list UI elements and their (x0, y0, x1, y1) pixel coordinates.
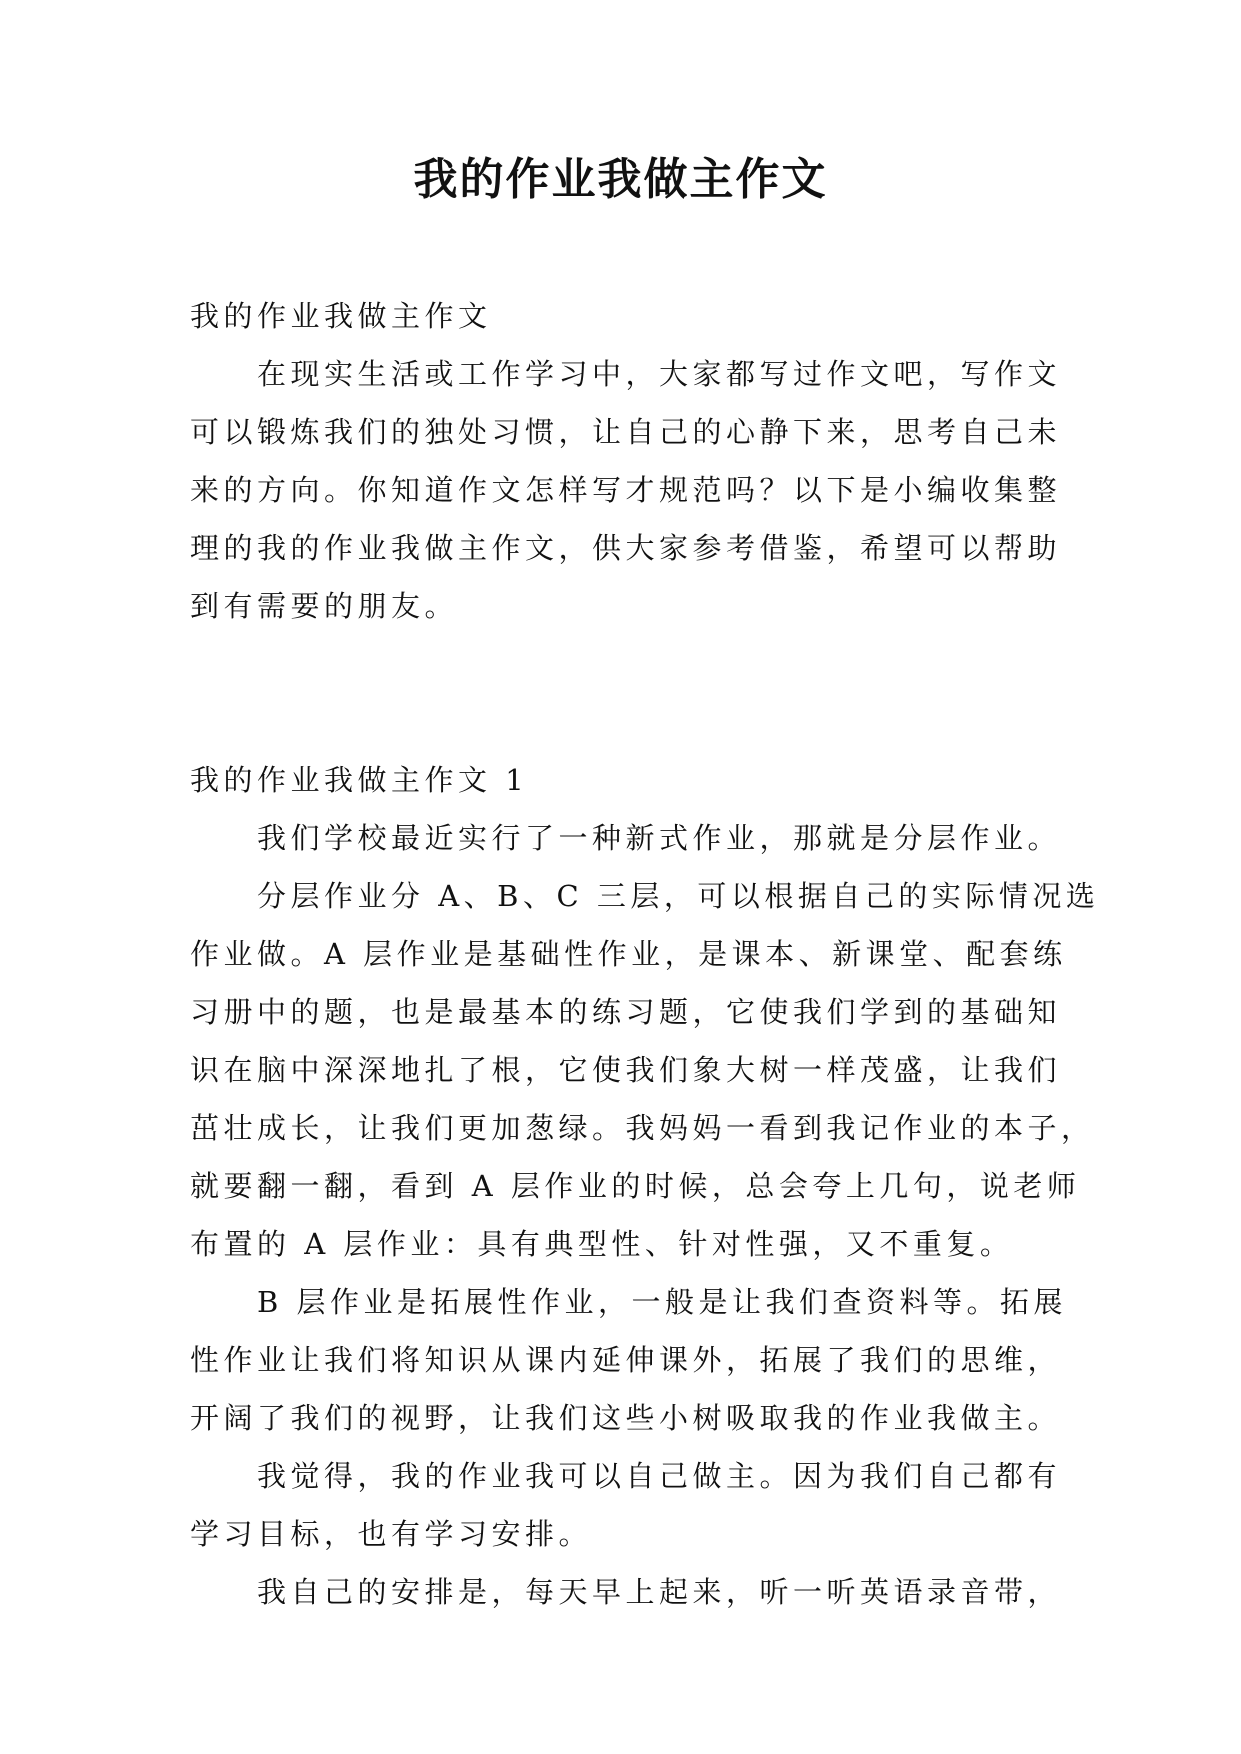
intro-line: 理的我的作业我做主作文，供大家参考借鉴，希望可以帮助 (190, 531, 1062, 565)
essay-line: 茁壮成长，让我们更加葱绿。我妈妈一看到我记作业的本子， (190, 1111, 1095, 1145)
intro-line: 在现实生活或工作学习中，大家都写过作文吧，写作文 (190, 357, 1062, 391)
essay-line: 作业做。A 层作业是基础性作业，是课本、新课堂、配套练 (190, 937, 1067, 971)
intro-line: 来的方向。你知道作文怎样写才规范吗？以下是小编收集整 (190, 473, 1062, 507)
essay-line: 就要翻一翻，看到 A 层作业的时候，总会夸上几句，说老师 (190, 1169, 1081, 1203)
essay-heading: 我的作业我做主作文 1 (190, 763, 529, 797)
essay-line: 分层作业分 A、B、C 三层，可以根据自己的实际情况选 (190, 879, 1100, 913)
intro-line: 可以锻炼我们的独处习惯，让自己的心静下来，思考自己未 (190, 415, 1062, 449)
essay-line: 习册中的题，也是最基本的练习题，它使我们学到的基础知 (190, 995, 1062, 1029)
essay-line: 性作业让我们将知识从课内延伸课外，拓展了我们的思维， (190, 1343, 1062, 1377)
document-body (190, 287, 1100, 1621)
essay-line: 我觉得，我的作业我可以自己做主。因为我们自己都有 (190, 1459, 1062, 1493)
section-spacer (190, 635, 1052, 751)
essay-line: 开阔了我们的视野，让我们这些小树吸取我的作业我做主。 (190, 1401, 1062, 1435)
essay-line: 识在脑中深深地扎了根，它使我们象大树一样茂盛，让我们 (190, 1053, 1062, 1087)
document-subtitle: 我的作业我做主作文 (190, 299, 492, 333)
essay-line: 我们学校最近实行了一种新式作业，那就是分层作业。 (190, 821, 1062, 855)
essay-line: 学习目标，也有学习安排。 (190, 1517, 593, 1551)
essay-line: 布置的 A 层作业：具有典型性、针对性强，又不重复。 (190, 1227, 1014, 1261)
essay-line: B 层作业是拓展性作业，一般是让我们查资料等。拓展 (190, 1285, 1068, 1319)
intro-line: 到有需要的朋友。 (190, 589, 459, 623)
page-title: 我的作业我做主作文 (413, 154, 828, 205)
essay-line: 我自己的安排是，每天早上起来，听一听英语录音带， (190, 1575, 1062, 1609)
